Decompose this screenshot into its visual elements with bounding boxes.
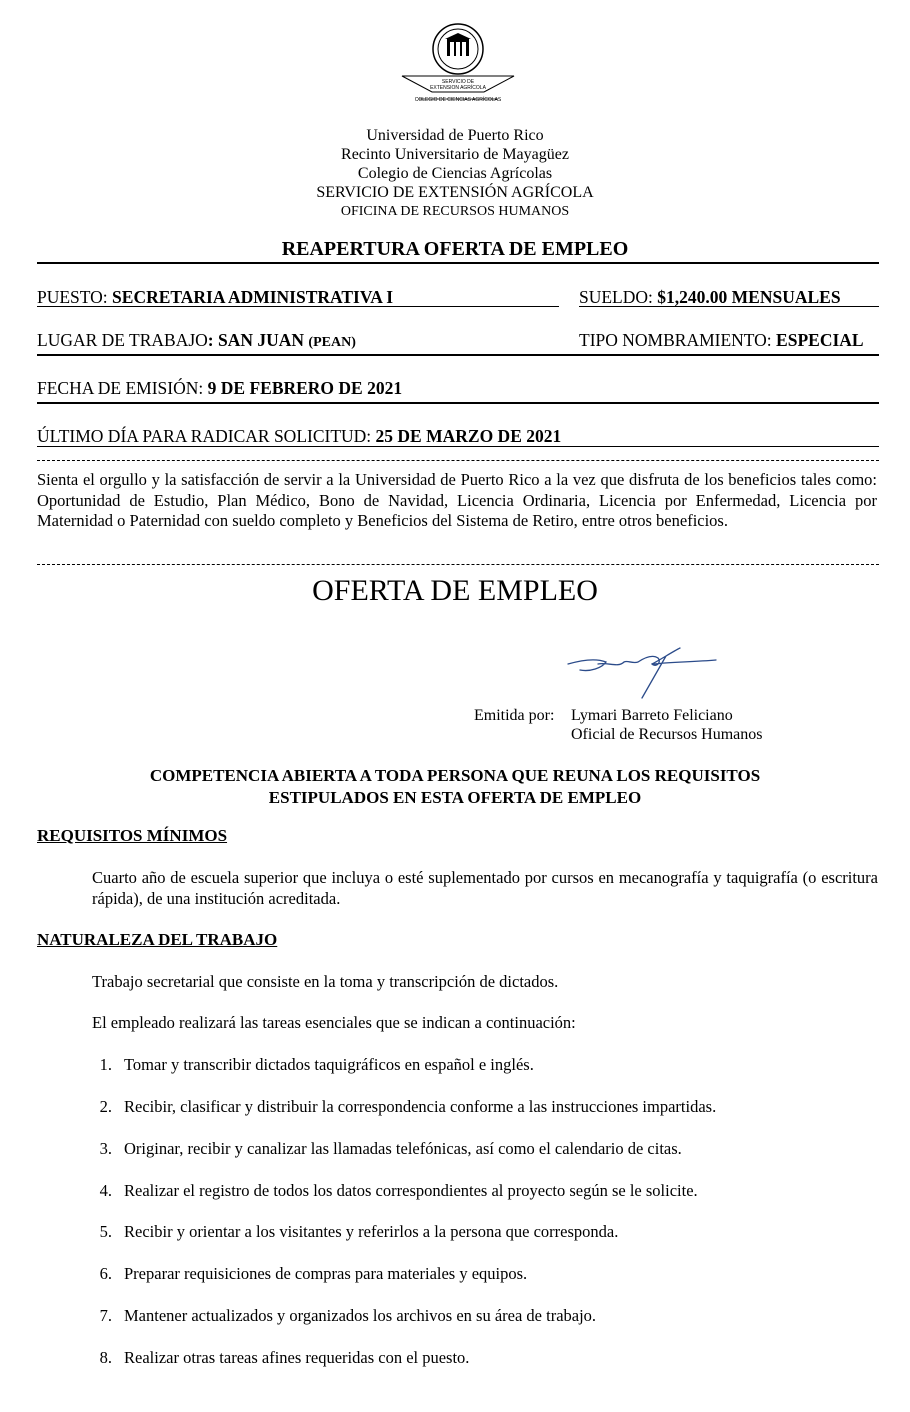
ultimo-label: ÚLTIMO DÍA PARA RADICAR SOLICITUD:	[37, 426, 376, 446]
benefits-paragraph: Sienta el orgullo y la satisfacción de servir a la Universidad de Puerto Rico a la vez que disfruta de los beneficios tales como: Oportunidad de Estudio, Plan Médico, Bono de Navidad, Licencia Ordinaria, Licencia por Enfermedad, Licencia por Maternidad o Paternidad con sueldo completo y Beneficios del Sistema de Retiro, entre otros beneficios.	[37, 470, 877, 530]
list-item	[92, 1306, 878, 1326]
list-item-number: 1.	[99, 1055, 112, 1074]
lugar-rule	[37, 354, 879, 356]
list-item	[92, 1264, 878, 1284]
list-item-text: Preparar requisiciones de compras para materiales y equipos.	[124, 1264, 528, 1283]
requisitos-heading: REQUISITOS MÍNIMOS	[37, 826, 228, 845]
fecha-field	[37, 378, 402, 398]
ultimo-underline	[37, 446, 879, 447]
list-item-number: 5.	[99, 1222, 112, 1241]
naturaleza-text-2: El empleado realizará las tareas esenciales que se indican a continuación:	[92, 1013, 576, 1032]
puesto-value: SECRETARIA ADMINISTRATIVA I	[112, 287, 394, 307]
logo-emblem-icon	[400, 22, 516, 106]
list-item	[92, 1348, 878, 1368]
naturaleza-heading: NATURALEZA DEL TRABAJO	[37, 930, 278, 949]
header-college: Colegio de Ciencias Agrícolas	[357, 165, 553, 182]
lugar-field	[37, 330, 356, 353]
list-item-text: Recibir, clasificar y distribuir la correspondencia conforme a las instrucciones impartidas.	[124, 1097, 717, 1116]
list-item-number: 4.	[99, 1181, 112, 1200]
list-item-text: Realizar otras tareas afines requeridas con el puesto.	[124, 1348, 470, 1367]
list-item-number: 6.	[99, 1264, 112, 1283]
header-campus: Recinto Universitario de Mayagüez	[341, 146, 569, 163]
logo-text-3: COLEGIO DE CIENCIAS AGRÍCOLAS	[414, 97, 502, 103]
puesto-underline	[37, 306, 559, 307]
list-item-number: 8.	[99, 1348, 112, 1367]
list-item-number: 7.	[99, 1306, 112, 1325]
issued-label: Emitida por:	[474, 707, 555, 724]
list-item-text: Realizar el registro de todos los datos correspondientes al proyecto según se le solicite.	[124, 1181, 698, 1200]
sueldo-field	[579, 287, 841, 307]
puesto-field	[37, 287, 393, 307]
header-office: OFICINA DE RECURSOS HUMANOS	[340, 204, 570, 219]
ultimo-value: 25 DE MARZO DE 2021	[375, 426, 562, 446]
sueldo-label: SUELDO:	[579, 287, 658, 307]
list-item	[92, 1139, 878, 1159]
list-item-text: Tomar y transcribir dictados taquigráficos en español e inglés.	[124, 1055, 534, 1074]
tipo-value: ESPECIAL	[776, 330, 864, 350]
signature	[562, 642, 722, 702]
page-title: REAPERTURA OFERTA DE EMPLEO	[281, 238, 629, 260]
competencia-line-2: ESTIPULADOS EN ESTA OFERTA DE EMPLEO	[268, 788, 642, 807]
naturaleza-text-1: Trabajo secretarial que consiste en la toma y transcripción de dictados.	[92, 972, 559, 991]
list-item-number: 3.	[99, 1139, 112, 1158]
list-item	[92, 1222, 878, 1242]
lugar-suffix: (PEAN)	[308, 335, 356, 350]
list-item	[92, 1181, 878, 1201]
requisitos-text: Cuarto año de escuela superior que incluya o esté suplementado por cursos en mecanografía y taquigrafía (o escritura rápida), de una institución acreditada.	[92, 868, 878, 908]
tipo-field	[579, 330, 864, 350]
competencia-line-1: COMPETENCIA ABIERTA A TODA PERSONA QUE REUNA LOS REQUISITOS	[149, 766, 761, 785]
offer-title: OFERTA DE EMPLEO	[312, 574, 598, 607]
logo-text-1: SERVICIO DE	[441, 79, 475, 85]
list-item-number: 2.	[99, 1097, 112, 1116]
lugar-value: : SAN JUAN	[207, 330, 309, 350]
list-item-text: Recibir y orientar a los visitantes y referirlos a la persona que corresponda.	[124, 1222, 619, 1241]
logo-seal	[400, 22, 516, 106]
header-service: SERVICIO DE EXTENSIÓN AGRÍCOLA	[316, 184, 594, 201]
list-item-text: Mantener actualizados y organizados los archivos en su área de trabajo.	[124, 1306, 597, 1325]
fecha-value: 9 DE FEBRERO DE 2021	[207, 378, 403, 398]
list-item-text: Originar, recibir y canalizar las llamadas telefónicas, así como el calendario de citas.	[124, 1139, 682, 1158]
fecha-rule	[37, 402, 879, 404]
dashed-divider-top	[37, 460, 879, 461]
lugar-label: LUGAR DE TRABAJO	[37, 330, 208, 350]
logo-text-2: EXTENSION AGRÍCOLA	[430, 85, 486, 91]
list-item	[92, 1055, 878, 1075]
sueldo-value: $1,240.00 MENSUALES	[657, 287, 841, 307]
list-item	[92, 1097, 878, 1117]
title-rule	[37, 262, 879, 264]
issued-name: Lymari Barreto Feliciano	[571, 707, 733, 724]
header-university: Universidad de Puerto Rico	[366, 127, 544, 144]
puesto-label: PUESTO:	[37, 287, 113, 307]
sueldo-underline	[579, 306, 879, 307]
ultimo-field	[37, 426, 561, 446]
tipo-label: TIPO NOMBRAMIENTO:	[579, 330, 777, 350]
dashed-divider-bottom	[37, 564, 879, 565]
issued-role: Oficial de Recursos Humanos	[571, 726, 763, 743]
signature-icon	[562, 642, 722, 702]
fecha-label: FECHA DE EMISIÓN:	[37, 378, 208, 398]
